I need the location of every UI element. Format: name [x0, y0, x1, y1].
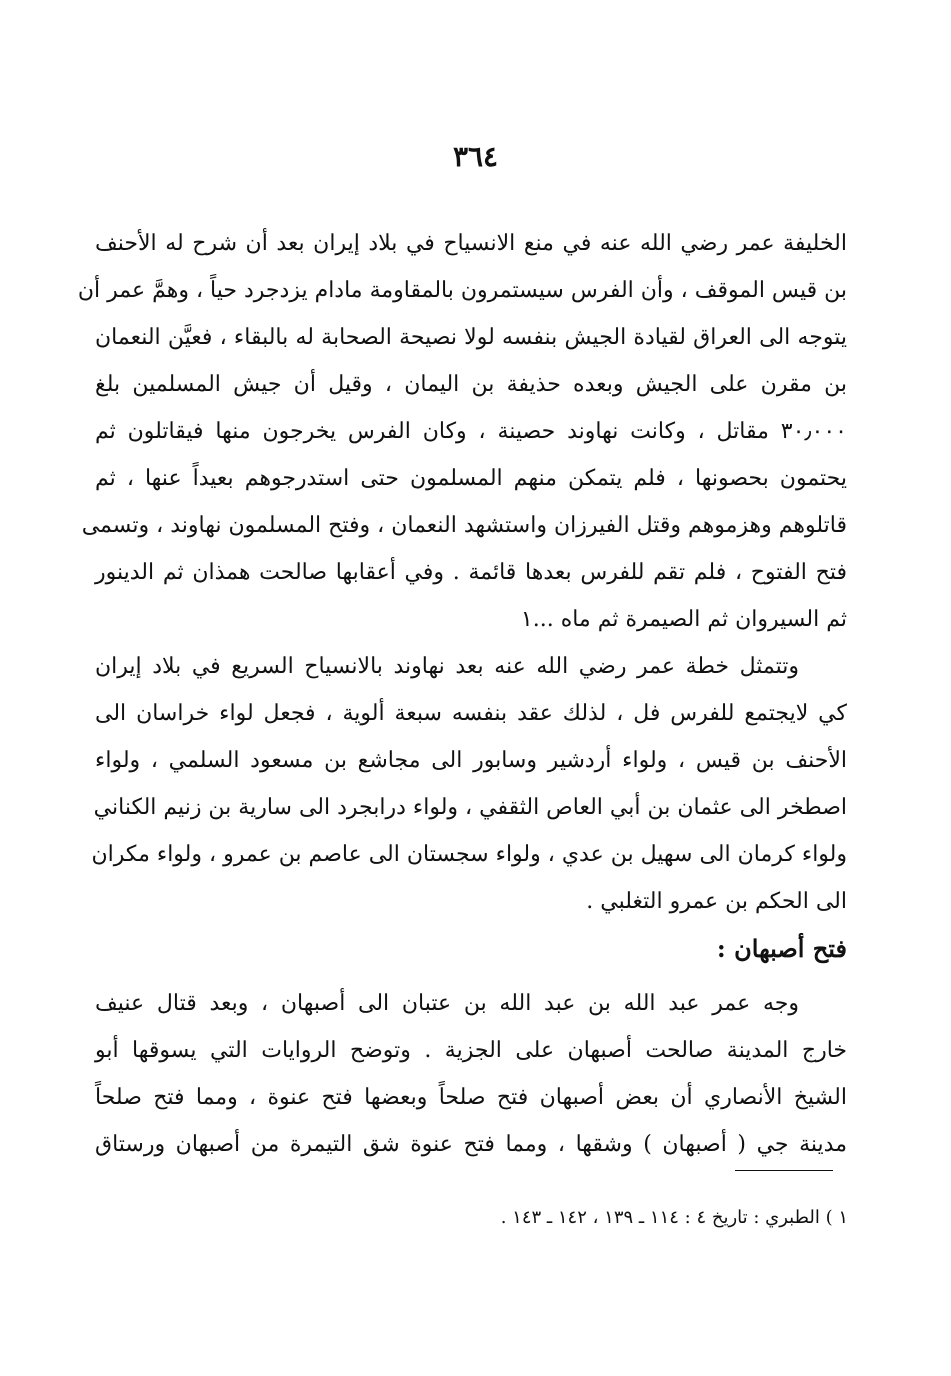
text-line: الخليفة عمر رضي الله عنه في منع الانسياح في بلاد إيران بعد أن شرح له الأحنف: [95, 231, 847, 256]
text-line: ٣٠٫٠٠٠ مقاتل ، وكانت نهاوند حصينة ، وكان الفرس يخرجون منها فيقاتلون ثم: [95, 419, 847, 444]
paragraph-3: [95, 980, 847, 1168]
text-line-footnote-ref: ثم السيروان ثم الصيمرة ثم ماه ...١: [520, 607, 847, 632]
text-line: الى الحكم بن عمرو التغلبي .: [586, 889, 847, 914]
text-line: يتوجه الى العراق لقيادة الجيش بنفسه لولا نصيحة الصحابة له بالبقاء ، فعيَّن النعمان: [95, 325, 847, 350]
section-heading: فتح أصبهان :: [716, 934, 847, 963]
footnote-divider: [735, 1170, 833, 1171]
text-line: قاتلوهم وهزموهم وقتل الفيرزان واستشهد النعمان ، وفتح المسلمون نهاوند ، وتسمى: [81, 513, 847, 538]
paragraph-2: [91, 643, 847, 925]
text-line: وجه عمر عبد الله بن عبد الله بن عتبان الى أصبهان ، وبعد قتال عنيف: [95, 991, 799, 1016]
text-line: بن قيس الموقف ، وأن الفرس سيستمرون بالمقاومة مادام يزدجرد حياً ، وهمَّ عمر أن: [77, 278, 847, 303]
text-line: بن مقرن على الجيش وبعده حذيفة بن اليمان ، وقيل أن جيش المسلمين بلغ: [95, 372, 847, 397]
text-line: مدينة جي ( أصبهان ) وشقها ، ومما فتح عنوة شق التيمرة من أصبهان ورستاق: [95, 1132, 847, 1157]
body-text: [77, 220, 847, 1168]
footnote: ١ ) الطبري : تاريخ ٤ : ١١٤ ـ ١٣٩ ، ١٤٢ ـ ١٤٣ .: [500, 1207, 848, 1228]
text-line: خارج المدينة صالحت أصبهان على الجزية . وتوضح الروايات التي يسوقها أبو: [95, 1038, 847, 1063]
text-line: كي لايجتمع للفرس فل ، لذلك عقد بنفسه سبعة ألوية ، فجعل لواء خراسان الى: [95, 701, 847, 726]
text-line: اصطخر الى عثمان بن أبي العاص الثقفي ، ولواء درابجرد الى سارية بن زنيم الكناني: [93, 795, 847, 820]
text-line: ولواء كرمان الى سهيل بن عدي ، ولواء سجستان الى عاصم بن عمرو ، ولواء مكران: [91, 842, 847, 867]
text-line: الأحنف بن قيس ، ولواء أردشير وسابور الى مجاشع بن مسعود السلمي ، ولواء: [95, 748, 847, 773]
text-line: فتح الفتوح ، فلم تقم للفرس بعدها قائمة . وفي أعقابها صالحت همذان ثم الدينور: [95, 560, 847, 585]
paragraph-1: [77, 220, 847, 643]
text-line: الشيخ الأنصاري أن بعض أصبهان فتح صلحاً وبعضها فتح عنوة ، ومما فتح صلحاً: [95, 1085, 847, 1110]
text-line: يحتمون بحصونها ، فلم يتمكن منهم المسلمون حتى استدرجوهم بعيداً عنها ، ثم: [95, 466, 847, 491]
text-line: وتتمثل خطة عمر رضي الله عنه بعد نهاوند بالانسياح السريع في بلاد إيران: [95, 654, 799, 679]
page-number: ٣٦٤: [452, 140, 499, 173]
